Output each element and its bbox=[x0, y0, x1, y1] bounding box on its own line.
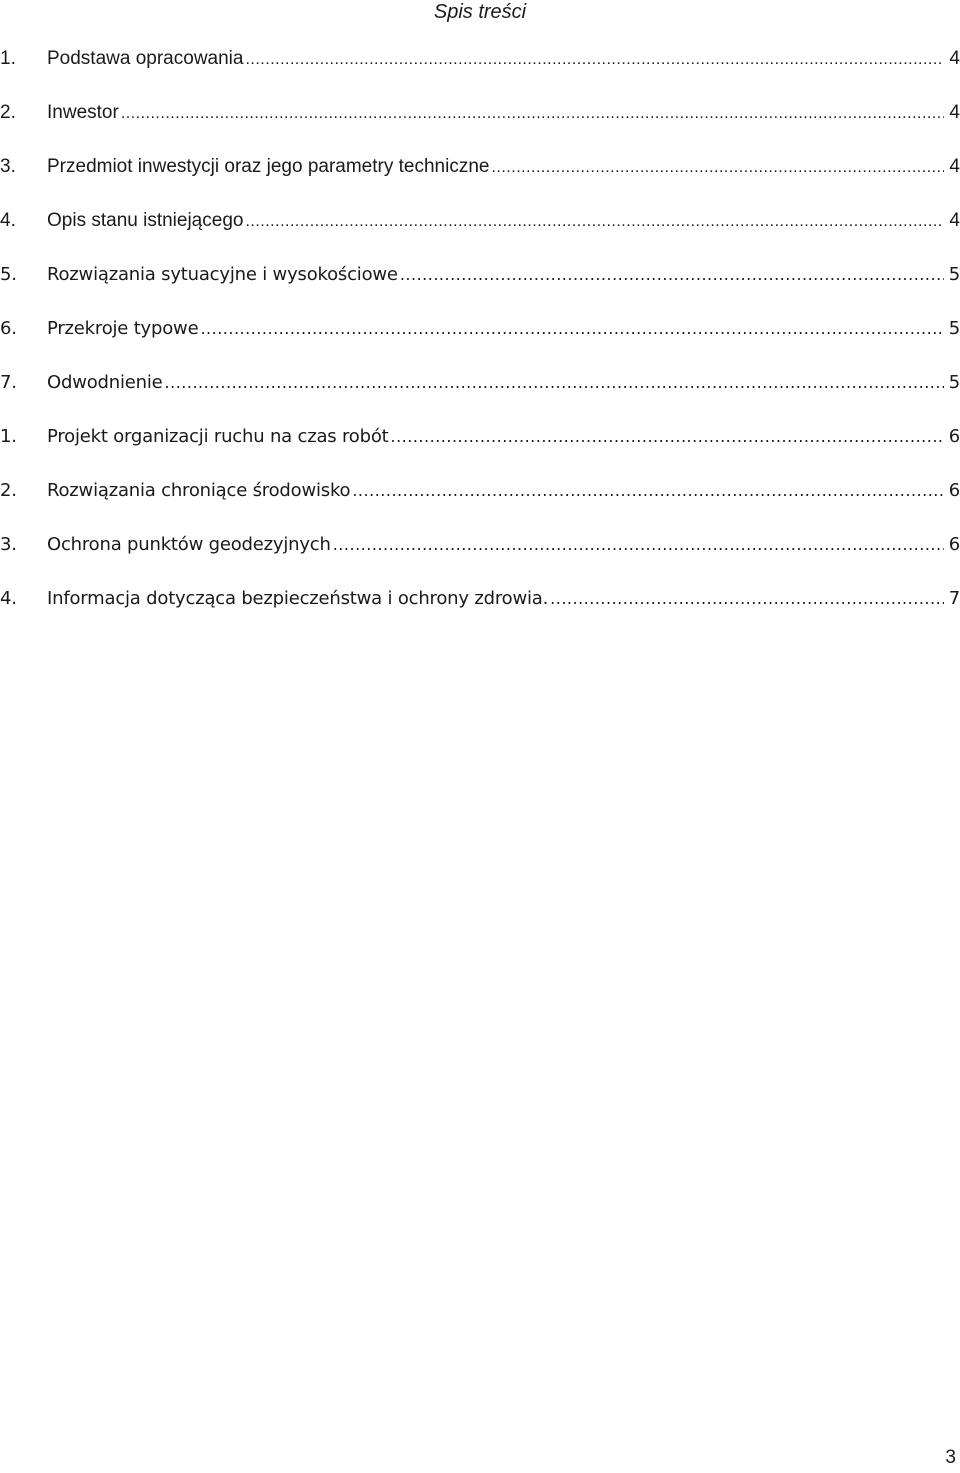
toc-dot-leader bbox=[491, 154, 944, 182]
toc-entry-number: 3. bbox=[0, 534, 17, 555]
toc-entry[interactable] bbox=[0, 315, 960, 369]
toc-entry-number: 6. bbox=[0, 318, 17, 339]
toc-entry-number: 1. bbox=[0, 48, 16, 69]
toc-entry-page: 4 bbox=[949, 102, 960, 123]
toc-entry[interactable] bbox=[0, 153, 960, 207]
toc-dot-leader bbox=[550, 585, 944, 613]
toc-title: Spis treści bbox=[433, 1, 527, 23]
toc-dot-leader bbox=[165, 369, 944, 397]
toc-entry[interactable] bbox=[0, 99, 960, 153]
toc-entry-title[interactable]: Informacja dotycząca bezpieczeństwa i ochrony zdrowia. bbox=[47, 588, 549, 609]
toc-entry-title[interactable]: Przekroje typowe bbox=[47, 318, 199, 339]
toc-dot-leader bbox=[352, 477, 944, 505]
toc-entry-page: 5 bbox=[948, 318, 960, 339]
page-number: 3 bbox=[945, 1447, 956, 1468]
toc-entry-page: 4 bbox=[949, 48, 960, 69]
toc-entry-title[interactable]: Przedmiot inwestycji oraz jego parametry techniczne bbox=[47, 156, 490, 177]
toc-entry-number: 1. bbox=[0, 426, 17, 447]
toc-entry-number: 7. bbox=[0, 372, 17, 393]
toc-dot-leader bbox=[245, 208, 944, 236]
toc-entry-number: 2. bbox=[0, 102, 16, 123]
toc-entry-title[interactable]: Odwodnienie bbox=[47, 372, 163, 393]
toc-entry-title[interactable]: Inwestor bbox=[47, 102, 119, 123]
toc-dot-leader bbox=[245, 46, 944, 74]
toc-entry[interactable] bbox=[0, 531, 960, 585]
toc-entry-number: 3. bbox=[0, 156, 16, 177]
toc-entry-page: 5 bbox=[948, 372, 960, 393]
toc-entry-page: 6 bbox=[948, 534, 960, 555]
toc-entry-title[interactable]: Opis stanu istniejącego bbox=[47, 210, 244, 231]
toc-entry[interactable] bbox=[0, 369, 960, 423]
toc-entry-title[interactable]: Ochrona punktów geodezyjnych bbox=[47, 534, 331, 555]
toc-entry-title[interactable]: Podstawa opracowania bbox=[47, 48, 244, 69]
toc-entry-page: 6 bbox=[948, 426, 960, 447]
toc-entry-number: 2. bbox=[0, 480, 17, 501]
toc-entry-page: 4 bbox=[949, 156, 960, 177]
toc-entry-title[interactable]: Rozwiązania chroniące środowisko bbox=[47, 480, 351, 501]
toc-entry-page: 7 bbox=[948, 588, 960, 609]
toc-entry[interactable] bbox=[0, 207, 960, 261]
toc-entry[interactable] bbox=[0, 585, 960, 639]
toc-entry-number: 4. bbox=[0, 588, 17, 609]
toc-dot-leader bbox=[333, 531, 944, 559]
toc-entry-title[interactable]: Projekt organizacji ruchu na czas robót bbox=[47, 426, 389, 447]
toc-entry-page: 6 bbox=[948, 480, 960, 501]
toc-entry-title[interactable]: Rozwiązania sytuacyjne i wysokościowe bbox=[47, 264, 398, 285]
toc-dot-leader bbox=[400, 261, 944, 289]
toc-dot-leader bbox=[391, 423, 945, 451]
toc-entry[interactable] bbox=[0, 261, 960, 315]
toc-entry[interactable] bbox=[0, 423, 960, 477]
toc-dot-leader bbox=[200, 315, 944, 343]
toc-entry-number: 4. bbox=[0, 210, 16, 231]
toc-entry[interactable] bbox=[0, 477, 960, 531]
toc-entry-page: 4 bbox=[949, 210, 960, 231]
toc-dot-leader bbox=[121, 100, 944, 128]
toc-list bbox=[0, 45, 960, 639]
toc-entry-page: 5 bbox=[948, 264, 960, 285]
toc-entry[interactable] bbox=[0, 45, 960, 99]
toc-entry-number: 5. bbox=[0, 264, 17, 285]
